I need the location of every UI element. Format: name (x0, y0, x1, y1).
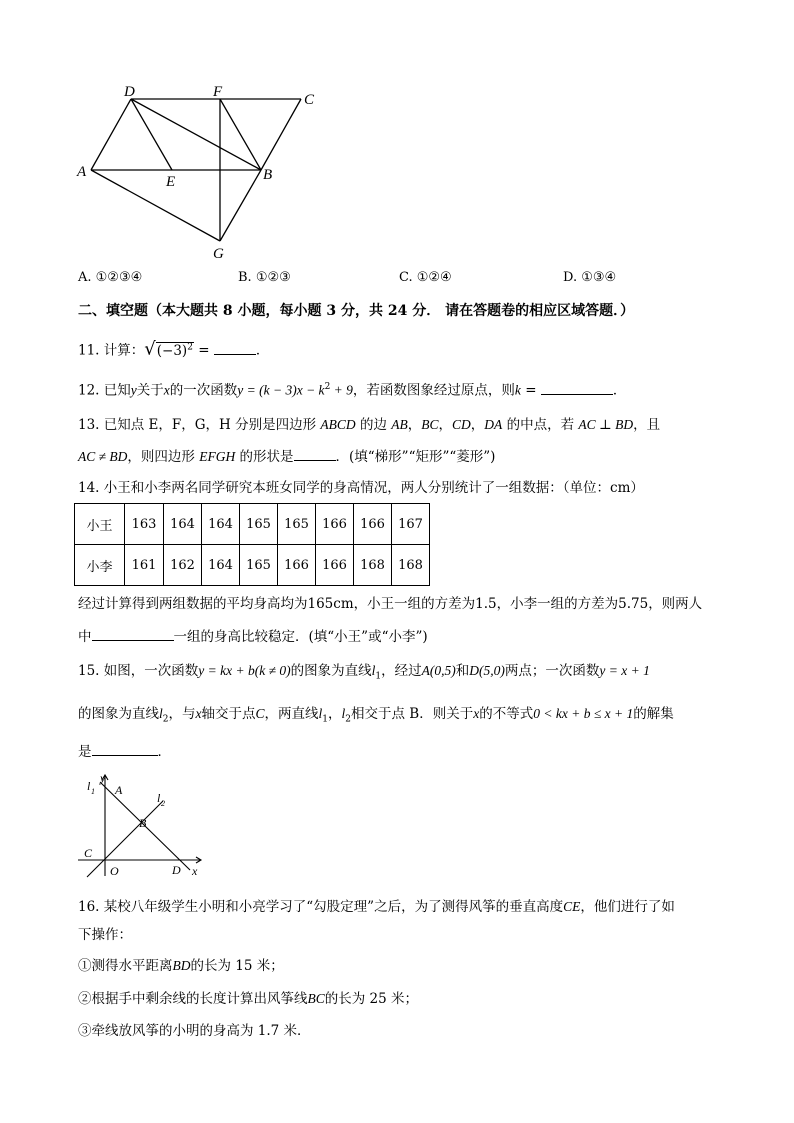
row-name: 小李 (75, 545, 125, 586)
option-a: A. ①②③④ (78, 270, 143, 285)
cell: 164 (202, 504, 240, 545)
table-row (75, 504, 430, 545)
cell: 167 (392, 504, 430, 545)
question-11: 11. 计算：$√(-3)^2$ = ． (78, 338, 270, 360)
cell: 164 (202, 545, 240, 586)
answer-blank-14[interactable] (92, 626, 174, 641)
question-13-line-2: AC ≠ BD，则四边形 EFGH 的形状是 ．(填“梯形”“矩形”“菱形”) (78, 446, 495, 466)
label-E: E (166, 174, 176, 190)
coordinate-figure (72, 770, 212, 882)
answer-blank-11[interactable] (214, 340, 256, 355)
label-l2: l (157, 791, 161, 805)
cell: 168 (354, 545, 392, 586)
answer-blank-13[interactable] (294, 446, 336, 461)
geometry-figure-1 (70, 80, 330, 265)
label-l2-sub: 2 (161, 799, 165, 808)
cell: 166 (316, 504, 354, 545)
cell: 164 (164, 504, 202, 545)
question-16-line-2: 下操作： (78, 927, 132, 943)
label-D: D (172, 863, 181, 877)
cell: 165 (240, 504, 278, 545)
table-row (75, 545, 430, 586)
question-14-line-after-2: 中 一组的身高比较稳定．(填“小王”或“小李”) (78, 626, 428, 646)
answer-blank-12[interactable] (541, 380, 613, 395)
cell: 168 (392, 545, 430, 586)
question-12: 12. 已知y关于x的一次函数$y = (k - 3)x - k^2 + 9$，若函数图象经过原点，则k = ． (78, 378, 626, 400)
cell: 166 (316, 545, 354, 586)
question-16-line-1: 16. 某校八年级学生小明和小亮学习了“勾股定理”之后，为了测得风筝的垂直高度CE，他们进行了如 (78, 899, 675, 915)
axis-y-label: y (100, 771, 106, 785)
question-16-step-3: ③牵线放风筝的小明的身高为 1.7 米． (78, 1023, 311, 1039)
question-16-step-2: ②根据手中剩余线的长度计算出风筝线BC的长为 25 米； (78, 991, 419, 1007)
label-F: F (213, 84, 223, 100)
question-15-line-1: 15. 如图，一次函数y = kx + b(k ≠ 0)的图象为直线$l_1$，经过A(0,5)和D(5,0)两点；一次函数y = x + 1 (78, 663, 650, 682)
question-14-line-after-1: 经过计算得到两组数据的平均身高均为165cm，小王一组的方差为1.5，小李一组的方差为5.75，则两人 (78, 596, 703, 612)
label-B: B (263, 167, 273, 183)
cell: 166 (354, 504, 392, 545)
label-O: O (110, 864, 119, 878)
option-c: C. ①②④ (399, 270, 452, 285)
section-heading: 二、填空题（本大题共 8 小题，每小题 3 分，共 24 分． 请在答题卷的相应区域答题．） (78, 303, 635, 319)
label-A: A (115, 783, 123, 797)
question-13-line-1: 13. 已知点 E，F，G，H 分别是四边形 ABCD 的边 AB，BC，CD，DA 的中点，若 AC ⊥ BD，且 (78, 417, 661, 433)
label-C: C (304, 92, 315, 108)
question-15-line-3: 是 ． (78, 741, 171, 761)
cell: 163 (125, 504, 164, 545)
label-D: D (124, 84, 135, 100)
question-16-step-1: ①测得水平距离BD的长为 15 米； (78, 958, 284, 974)
label-C: C (84, 846, 93, 860)
row-name: 小王 (75, 504, 125, 545)
cell: 165 (240, 545, 278, 586)
label-G: G (213, 246, 224, 262)
label-l1-sub: 1 (91, 787, 95, 796)
question-14-intro: 14. 小王和小李两名同学研究本班女同学的身高情况，两人分别统计了一组数据：（单位：cm） (78, 480, 644, 496)
label-l1: l (87, 779, 91, 793)
cell: 165 (278, 504, 316, 545)
option-d: D. ①③④ (563, 270, 617, 285)
option-b: B. ①②③ (238, 270, 291, 285)
sqrt-sign: √ (144, 338, 156, 360)
cell: 166 (278, 545, 316, 586)
cell: 161 (125, 545, 164, 586)
height-data-table (74, 503, 430, 586)
answer-blank-15[interactable] (92, 741, 158, 756)
cell: 162 (164, 545, 202, 586)
label-B: B (139, 816, 147, 830)
question-15-line-2: 的图象为直线$l_2$，与x轴交于点C，两直线$l_1$，$l_2$相交于点 B．则关于x的不等式0 < kx + b ≤ x + 1的解集 (78, 706, 674, 725)
label-A: A (77, 164, 87, 180)
axis-x-label: x (192, 864, 198, 878)
